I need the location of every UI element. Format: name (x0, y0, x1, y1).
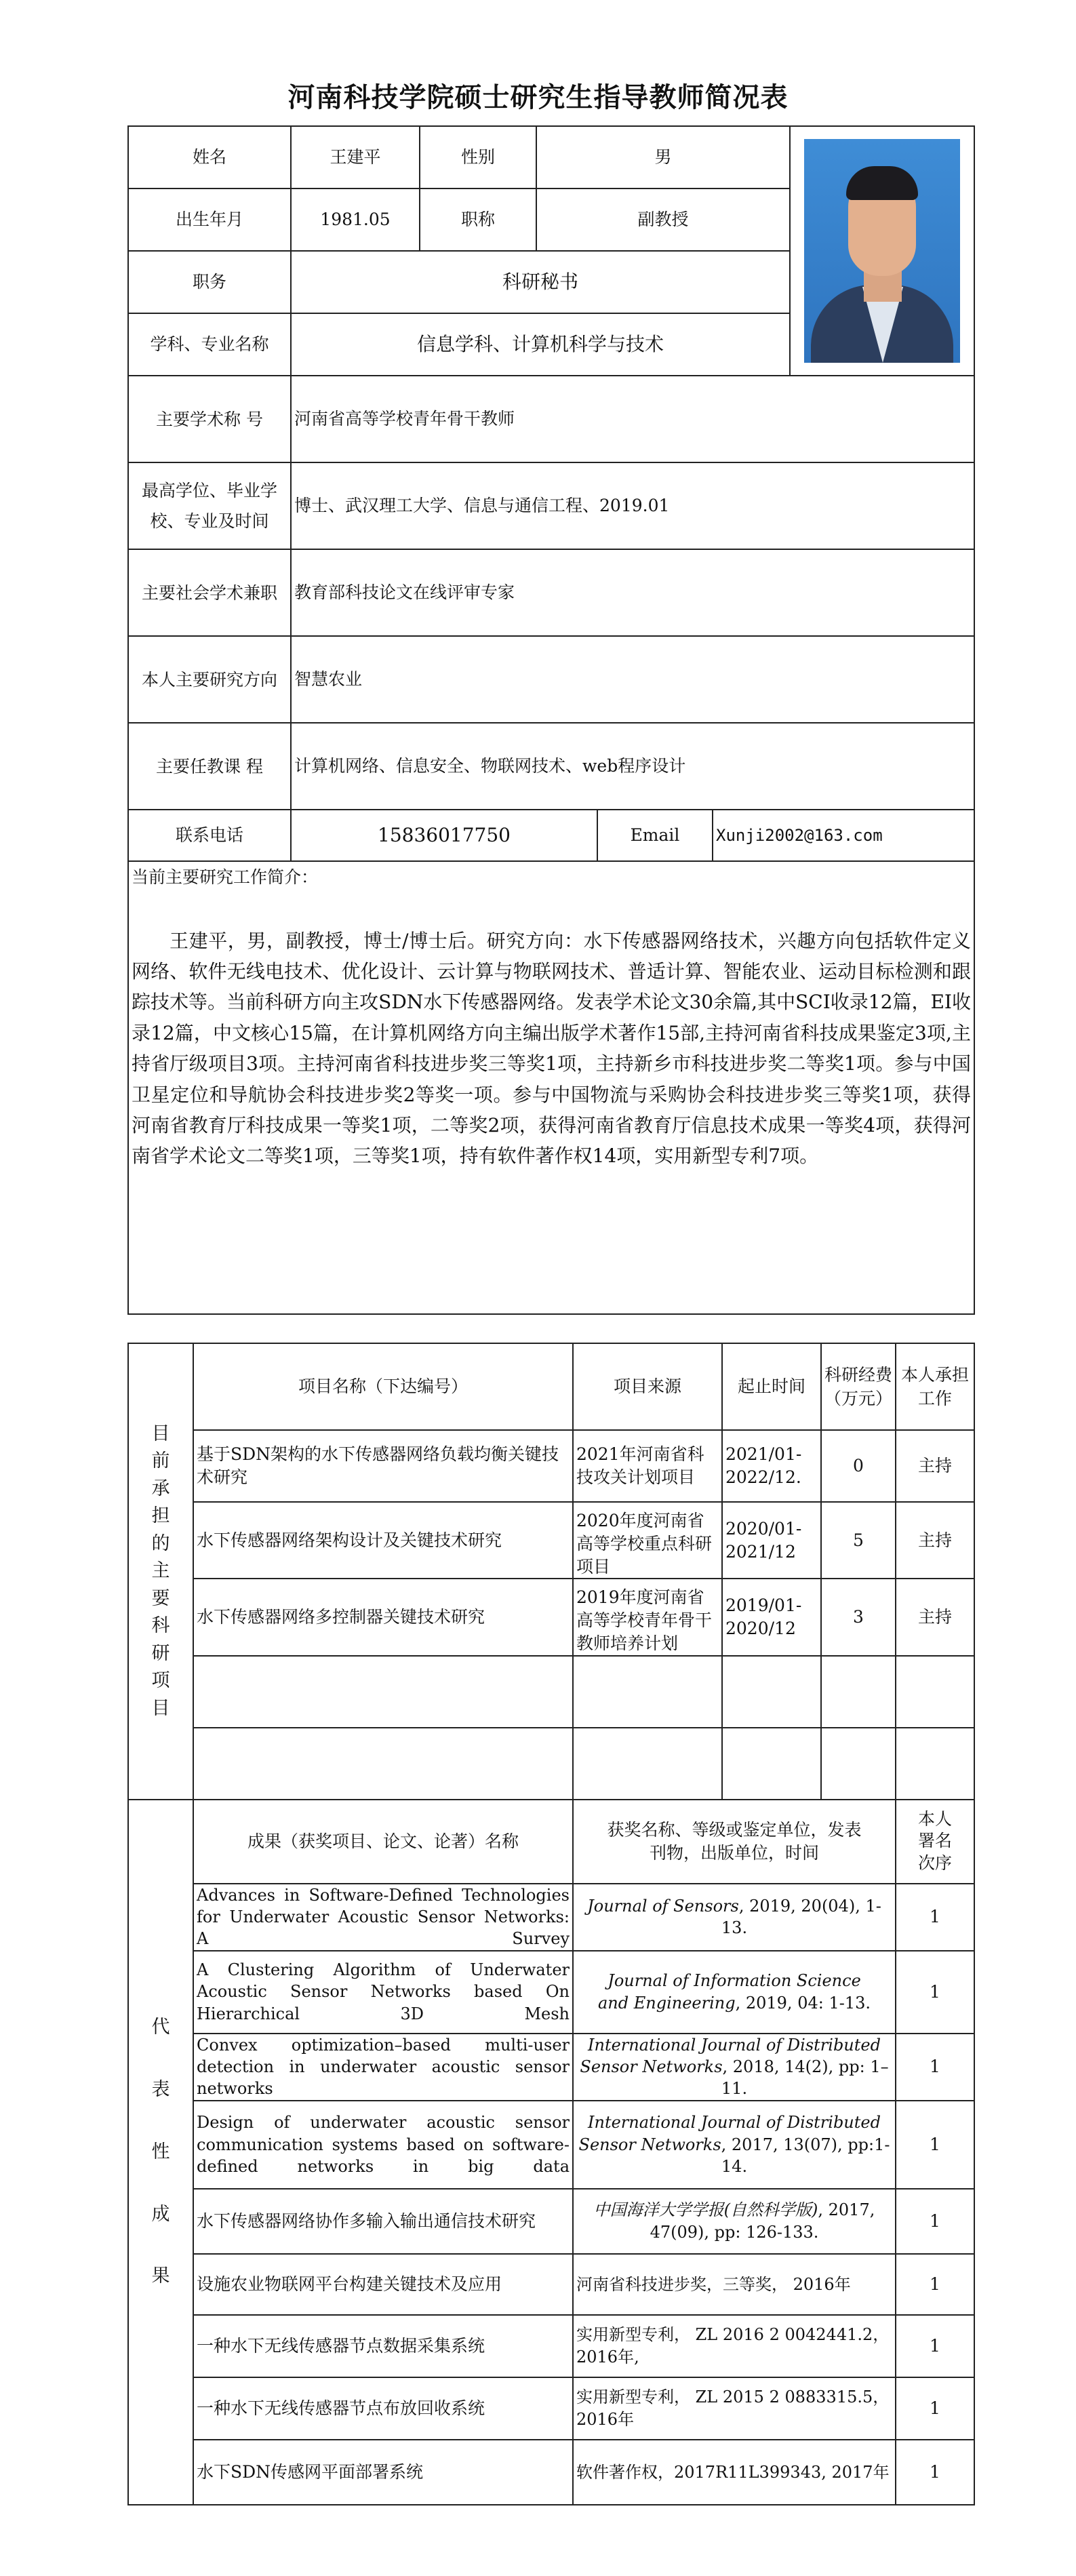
name-value: 王建平 (291, 126, 420, 189)
gender-label: 性别 (420, 126, 536, 189)
project-role: 主持 (896, 1579, 974, 1655)
achievement-name: 一种水下无线传感器节点数据采集系统 (193, 2315, 573, 2377)
project-empty-cell (896, 1728, 974, 1800)
achievement-order: 1 (896, 1951, 974, 2034)
research-label: 本人主要研究方向 (128, 636, 291, 723)
project-empty-cell (193, 1728, 573, 1800)
project-funding: 3 (821, 1579, 896, 1655)
project-source: 2021年河南省科技攻关计划项目 (573, 1430, 722, 1502)
achievements-header-order: 本人署名次序 (896, 1800, 974, 1884)
name-label: 姓名 (128, 126, 291, 189)
projects-header-name: 项目名称（下达编号） (193, 1343, 573, 1430)
profile-table (127, 125, 975, 1315)
achievement-venue: 中国海洋大学学报(自然科学版), 2017, 47(09), pp: 126-133. (573, 2189, 896, 2254)
project-name: 水下传感器网络架构设计及关键技术研究 (193, 1502, 573, 1579)
portrait-photo (804, 139, 960, 363)
projects-header-funding: 科研经费（万元） (821, 1343, 896, 1430)
achievement-venue: International Journal of Distributed Sensor Networks, 2017, 13(07), pp:1-14. (573, 2101, 896, 2189)
achievement-name: Advances in Software-Defined Technologies for Underwater Acoustic Sensor Networks: A Survey (193, 1884, 573, 1951)
achievement-name: Design of underwater acoustic sensor communication systems based on software-defined networks in big data (193, 2101, 573, 2189)
email-label: Email (597, 810, 713, 861)
project-funding: 5 (821, 1502, 896, 1579)
achievement-venue: Journal of Sensors, 2019, 20(04), 1-13. (573, 1884, 896, 1951)
project-role: 主持 (896, 1502, 974, 1579)
projects-header-source: 项目来源 (573, 1343, 722, 1430)
project-empty-cell (896, 1656, 974, 1728)
discipline-label: 学科、专业名称 (128, 313, 291, 376)
gender-value: 男 (536, 126, 790, 189)
project-empty-cell (193, 1656, 573, 1728)
birth-label: 出生年月 (128, 189, 291, 251)
achievement-name: 设施农业物联网平台构建关键技术及应用 (193, 2254, 573, 2315)
research-value: 智慧农业 (291, 636, 974, 723)
project-empty-cell (573, 1656, 722, 1728)
project-empty-cell (722, 1656, 821, 1728)
degree-value: 博士、武汉理工大学、信息与通信工程、2019.01 (291, 462, 974, 549)
intro-heading: 当前主要研究工作简介： (132, 867, 319, 887)
discipline-value: 信息学科、计算机科学与技术 (291, 313, 790, 376)
projects-section-label: 目前承担的主要科研项目 (128, 1343, 193, 1800)
social-label: 主要社会学术兼职 (128, 549, 291, 636)
achievement-name: 水下传感器网络协作多输入输出通信技术研究 (193, 2189, 573, 2254)
title-label: 职称 (420, 189, 536, 251)
title-value: 副教授 (536, 189, 790, 251)
project-empty-cell (573, 1728, 722, 1800)
achievement-name: 水下SDN传感网平面部署系统 (193, 2440, 573, 2505)
birth-value: 1981.05 (291, 189, 420, 251)
phone-value: 15836017750 (291, 810, 597, 861)
achievement-name: 一种水下无线传感器节点布放回收系统 (193, 2377, 573, 2440)
achievements-section-label: 代表性成果 (128, 1800, 193, 2505)
achievement-order: 1 (896, 2034, 974, 2101)
achievement-order: 1 (896, 2254, 974, 2315)
achievement-venue: 实用新型专利， ZL 2015 2 0883315.5，2016年 (573, 2377, 896, 2440)
achievement-venue: Journal of Information Science and Engineering, 2019, 04: 1-13. (573, 1951, 896, 2034)
achievement-order: 1 (896, 1884, 974, 1951)
achievement-order: 1 (896, 2440, 974, 2505)
project-name: 水下传感器网络多控制器关键技术研究 (193, 1579, 573, 1655)
achievement-order: 1 (896, 2101, 974, 2189)
projects-header-role: 本人承担工作 (896, 1343, 974, 1430)
achievement-order: 1 (896, 2377, 974, 2440)
achievement-order: 1 (896, 2189, 974, 2254)
project-role: 主持 (896, 1430, 974, 1502)
intro-text: 王建平，男，副教授，博士/博士后。研究方向：水下传感器网络技术，兴趣方向包括软件定义网络、软件无线电技术、优化设计、云计算与物联网技术、普适计算、智能农业、运动目标检测和跟踪技术等。当前科研方向主攻SDN水下传感器网络。发表学术论文30余篇,其中SCI收录12篇，EI收录12篇，中文核心15篇，在计算机网络方向主编出版学术著作15部,主持河南省科技成果鉴定3项,主持省厅级项目3项。主持河南省科技进步奖三等奖1项，主持新乡市科技进步奖二等奖1项。参与中国卫星定位和导航协会科技进步奖2等奖一项。参与中国物流与采购协会科技进步奖三等奖1项，获得河南省教育厅科技成果一等奖1项，二等奖2项，获得河南省教育厅信息技术成果一等奖4项，获得河南省学术论文二等奖1项，三等奖1项，持有软件著作权14项，实用新型专利7项。 (132, 929, 971, 1168)
achievement-name: A Clustering Algorithm of Underwater Acoustic Sensor Networks based On Hierarchical 3D Mesh (193, 1951, 573, 2034)
achievements-header-venue: 获奖名称、等级或鉴定单位，发表刊物，出版单位，时间 (573, 1800, 896, 1884)
position-label: 职务 (128, 251, 291, 313)
project-period: 2019/01-2020/12 (722, 1579, 821, 1655)
achievement-venue: 软件著作权，2017R11L399343, 2017年 (573, 2440, 896, 2505)
achievement-venue: International Journal of Distributed Sensor Networks, 2018, 14(2), pp: 1–11. (573, 2034, 896, 2101)
projects-achievements-table (127, 1343, 975, 2505)
courses-label: 主要任教课 程 (128, 723, 291, 810)
achievements-header-name: 成果（获奖项目、论文、论著）名称 (193, 1800, 573, 1884)
project-empty-cell (722, 1728, 821, 1800)
position-value: 科研秘书 (291, 251, 790, 313)
achievement-venue: 实用新型专利， ZL 2016 2 0042441.2，2016年, (573, 2315, 896, 2377)
photo-cell (790, 126, 974, 376)
honor-label: 主要学术称 号 (128, 376, 291, 462)
project-empty-cell (821, 1728, 896, 1800)
achievement-order: 1 (896, 2315, 974, 2377)
project-period: 2020/01-2021/12 (722, 1502, 821, 1579)
project-name: 基于SDN架构的水下传感器网络负载均衡关键技术研究 (193, 1430, 573, 1502)
degree-label: 最高学位、毕业学校、专业及时间 (128, 462, 291, 549)
courses-value: 计算机网络、信息安全、物联网技术、web程序设计 (291, 723, 974, 810)
project-source: 2019年度河南省高等学校青年骨干教师培养计划 (573, 1579, 722, 1655)
projects-header-period: 起止时间 (722, 1343, 821, 1430)
project-empty-cell (821, 1656, 896, 1728)
project-period: 2021/01-2022/12. (722, 1430, 821, 1502)
social-value: 教育部科技论文在线评审专家 (291, 549, 974, 636)
intro-cell (128, 861, 974, 1314)
project-source: 2020年度河南省高等学校重点科研项目 (573, 1502, 722, 1579)
email-value: Xunji2002@163.com (713, 810, 974, 861)
phone-label: 联系电话 (128, 810, 291, 861)
honor-value: 河南省高等学校青年骨干教师 (291, 376, 974, 462)
project-funding: 0 (821, 1430, 896, 1502)
achievement-venue: 河南省科技进步奖，三等奖， 2016年 (573, 2254, 896, 2315)
achievement-name: Convex optimization–based multi-user detection in underwater acoustic sensor networks (193, 2034, 573, 2101)
page-title: 河南科技学院硕士研究生指导教师简况表 (287, 82, 789, 113)
